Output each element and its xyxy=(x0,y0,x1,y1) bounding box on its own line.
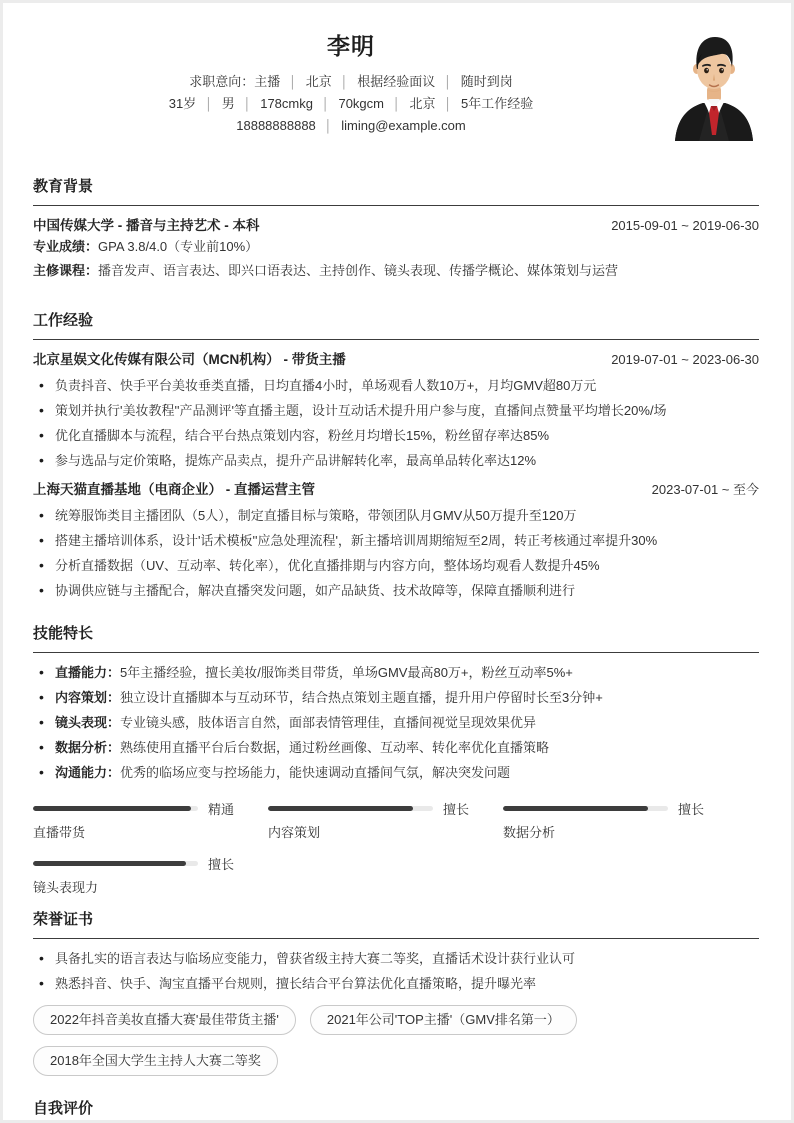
education-dates: 2015-09-01 ~ 2019-06-30 xyxy=(611,218,759,233)
job-bullet: • 策划并执行'美妆教程''产品测评'等直播主题，设计互动话术提升用户参与度，直播间点赞量平均增长20%/场 xyxy=(33,401,759,420)
bar-fill xyxy=(33,806,191,811)
height: 178cmkg xyxy=(260,96,313,111)
skill-bullet xyxy=(33,738,759,757)
skill-label: 沟通能力： xyxy=(55,765,121,780)
job-bullet-list xyxy=(33,376,759,470)
separator: │ xyxy=(444,75,452,89)
skill-bullet xyxy=(33,763,759,782)
resume-page xyxy=(3,3,791,1120)
bar-name: 直播带货 xyxy=(33,825,86,840)
job-bullet: • 优化直播脚本与流程，结合平台热点策划内容，粉丝月均增长15%，粉丝留存率达85% xyxy=(33,426,759,445)
separator: │ xyxy=(289,75,297,89)
bar-row xyxy=(33,800,250,817)
job-entry-2 xyxy=(33,480,759,600)
section-title-self-evaluation: 自我评价 xyxy=(33,1099,759,1120)
bar-name: 镜头表现力 xyxy=(33,880,99,895)
gpa-label: 专业成绩： xyxy=(33,239,99,254)
education-gpa-row xyxy=(33,235,759,259)
skill-text: 专业镜头感，肢体语言自然，面部表情管理佳，直播间视觉呈现效果优异 xyxy=(120,715,537,730)
section-title-skills: 技能特长 xyxy=(33,624,759,653)
job-dates: 2019-07-01 ~ 2023-06-30 xyxy=(611,352,759,367)
avatar-illustration xyxy=(669,29,759,141)
skill-bullet xyxy=(33,688,759,707)
skill-bar-data-analysis xyxy=(503,800,720,841)
bar-fill xyxy=(33,861,186,866)
profile-photo xyxy=(669,29,759,141)
skill-label: 直播能力： xyxy=(55,665,121,680)
bar-name: 内容策划 xyxy=(268,825,321,840)
skill-bar-camera-presence xyxy=(33,855,250,896)
badge-row xyxy=(33,1005,759,1035)
skill-bullet xyxy=(33,713,759,732)
award-badge: 2018年全国大学生主持人大赛二等奖 xyxy=(33,1046,278,1076)
phone-number: 18888888888 xyxy=(236,118,316,133)
award-badge: 2022年抖音美妆直播大赛'最佳带货主播' xyxy=(33,1005,296,1035)
section-title-work: 工作经验 xyxy=(33,311,759,340)
bar-level: 擅长 xyxy=(208,857,235,872)
skill-text: 优秀的临场应变与控场能力，能快速调动直播间气氛，解决突发问题 xyxy=(120,765,511,780)
separator: │ xyxy=(321,97,330,111)
education-courses-row xyxy=(33,259,759,283)
age: 31岁 xyxy=(168,96,197,111)
honor-bullet: • 具备扎实的语言表达与临场应变能力，曾获省级主持大赛二等奖，直播话术设计获行业认可 xyxy=(33,949,759,968)
section-title-honors: 荣誉证书 xyxy=(33,910,759,939)
skill-text: 熟练使用直播平台后台数据，通过粉丝画像、互动率、转化率优化直播策略 xyxy=(120,740,550,755)
job-dates: 2023-07-01 ~ 至今 xyxy=(651,482,759,497)
separator: │ xyxy=(340,75,349,89)
bar-fill xyxy=(503,806,648,811)
job-entry-1 xyxy=(33,350,759,470)
salary-expectation: 根据经验面议 xyxy=(357,74,436,89)
bar-row xyxy=(268,800,485,817)
courses-value: 播音发声、语言表达、即兴口语表达、主持创作、镜头表现、传播学概论、媒体策划与运营 xyxy=(98,263,619,278)
email-address: liming@example.com xyxy=(341,118,466,133)
company-role: 北京星娱文化传媒有限公司（MCN机构） - 带货主播 xyxy=(33,352,346,367)
bar-track xyxy=(268,806,433,811)
skill-label: 镜头表现： xyxy=(55,715,121,730)
availability: 随时到岗 xyxy=(460,74,513,89)
section-honors xyxy=(33,910,759,1076)
bar-level: 擅长 xyxy=(443,802,470,817)
job-intent: 求职意向：主播 xyxy=(189,74,281,89)
bar-level: 擅长 xyxy=(678,802,705,817)
bar-fill xyxy=(268,806,413,811)
section-education xyxy=(33,177,759,283)
bar-level: 精通 xyxy=(208,802,235,817)
job-bullet: • 统筹服饰类目主播团队（5人），制定直播目标与策略，带领团队月GMV从50万提升至120万 xyxy=(33,506,759,525)
bar-row xyxy=(33,855,250,872)
honor-badges xyxy=(33,1005,759,1076)
header-text-block xyxy=(33,27,669,141)
skill-bar-content-planning xyxy=(268,800,485,841)
location: 北京 xyxy=(409,96,436,111)
gpa-value: GPA 3.8/4.0（专业前10%） xyxy=(98,239,259,254)
candidate-name: 李明 xyxy=(327,33,375,59)
job-bullet-list xyxy=(33,506,759,600)
honor-bullet: • 熟悉抖音、快手、淘宝直播平台规则，擅长结合平台算法优化直播策略，提升曝光率 xyxy=(33,974,759,993)
separator: │ xyxy=(243,97,252,111)
section-skills xyxy=(33,624,759,896)
skill-label: 数据分析： xyxy=(55,740,121,755)
badge-row xyxy=(33,1046,759,1076)
separator: │ xyxy=(205,97,213,111)
bar-track xyxy=(503,806,668,811)
bar-name: 数据分析 xyxy=(503,825,556,840)
job-bullet: • 分析直播数据（UV、互动率、转化率），优化直播排期与内容方向，整体场均观看人数提升45% xyxy=(33,556,759,575)
city: 北京 xyxy=(305,74,332,89)
skill-text: 独立设计直播脚本与互动环节，结合热点策划主题直播，提升用户停留时长至3分钟+ xyxy=(120,690,603,705)
personal-info-line xyxy=(33,93,669,115)
gender: 男 xyxy=(221,96,235,111)
job-bullet: • 协调供应链与主播配合，解决直播突发问题，如产品缺货、技术故障等，保障直播顺利进行 xyxy=(33,581,759,600)
skill-label: 内容策划： xyxy=(55,690,121,705)
honor-bullet-list xyxy=(33,949,759,993)
job-entry-header xyxy=(33,480,759,499)
education-entry-header xyxy=(33,216,759,235)
bar-row xyxy=(503,800,720,817)
skill-text: 5年主播经验，擅长美妆/服饰类目带货，单场GMV最高80万+，粉丝互动率5%+ xyxy=(120,665,573,680)
company-role: 上海天猫直播基地（电商企业） - 直播运营主管 xyxy=(33,482,315,497)
bar-track xyxy=(33,861,198,866)
section-work xyxy=(33,311,759,600)
skill-bullet-list xyxy=(33,663,759,782)
skill-bullet xyxy=(33,663,759,682)
separator: │ xyxy=(444,97,453,111)
job-bullet: • 负责抖音、快手平台美妆垂类直播，日均直播4小时，单场观看人数10万+，月均GMV超80万元 xyxy=(33,376,759,395)
award-badge: 2021年公司'TOP主播'（GMV排名第一） xyxy=(310,1005,577,1035)
job-bullet: • 参与选品与定价策略，提炼产品卖点，提升产品讲解转化率，最高单品转化率达12% xyxy=(33,451,759,470)
job-intent-line xyxy=(33,71,669,93)
skill-bar-live-selling xyxy=(33,800,250,841)
job-bullet: • 搭建主播培训体系，设计'话术模板''应急处理流程'，新主播培训周期缩短至2周，转正考核通过率提升30% xyxy=(33,531,759,550)
job-entry-header xyxy=(33,350,759,369)
bar-track xyxy=(33,806,198,811)
header xyxy=(3,3,791,141)
section-self-evaluation xyxy=(33,1099,759,1120)
skill-bars xyxy=(33,800,759,896)
weight: 70kgcm xyxy=(338,96,384,111)
separator: │ xyxy=(393,97,401,111)
separator: │ xyxy=(324,119,333,133)
school-degree: 中国传媒大学 - 播音与主持艺术 - 本科 xyxy=(33,218,260,233)
contact-line xyxy=(33,115,669,137)
courses-label: 主修课程： xyxy=(33,263,99,278)
section-title-education: 教育背景 xyxy=(33,177,759,206)
resume-content xyxy=(3,177,791,1120)
experience-years: 5年工作经验 xyxy=(461,96,534,111)
